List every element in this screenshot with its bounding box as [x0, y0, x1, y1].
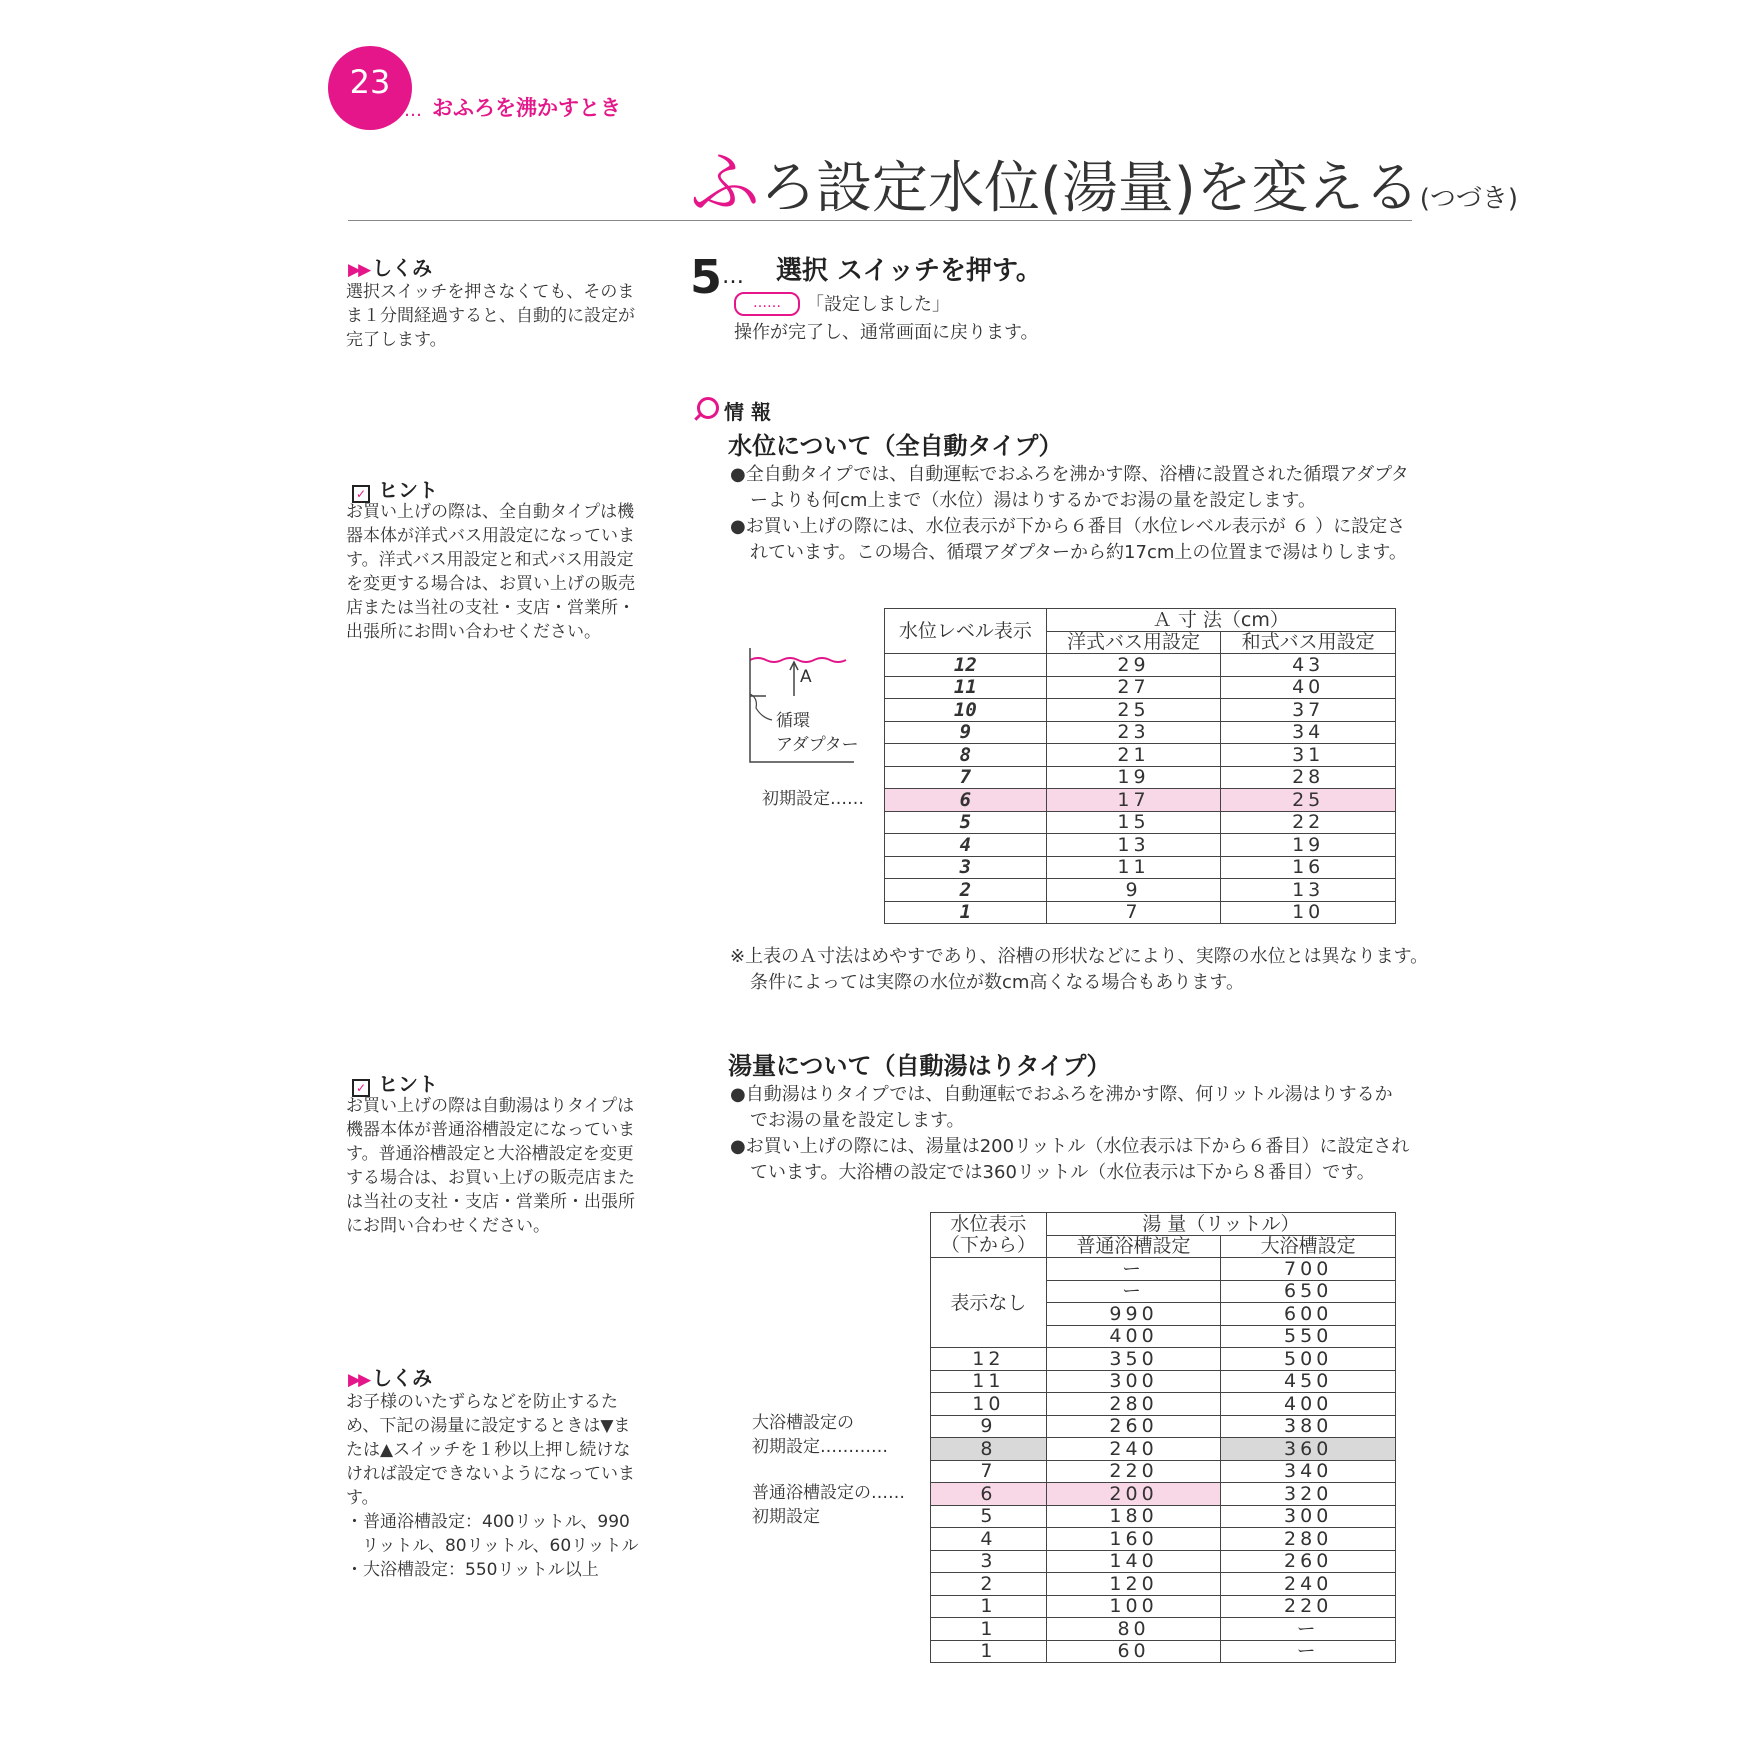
hint-heading-2: ✓ ヒント: [352, 1068, 438, 1097]
volume-bullets: [730, 1082, 1410, 1186]
title-text: ろ設定水位(湯量)を変える: [760, 156, 1420, 221]
voice-message: 「設定しました」: [806, 294, 950, 315]
value-cell: 11: [1046, 856, 1221, 879]
value-cell: ー: [1046, 1258, 1221, 1281]
table-row: [931, 1393, 1396, 1416]
level-cell: 3: [885, 856, 1047, 879]
level-cell: 1: [931, 1618, 1047, 1641]
table-row: [931, 1483, 1396, 1506]
checkbox-icon: ✓: [352, 485, 370, 503]
level-cell: 10: [885, 699, 1047, 722]
table-row: [885, 766, 1396, 789]
section-title: おふろを沸かすとき: [432, 96, 621, 120]
level-cell: 2: [931, 1573, 1047, 1596]
value-cell: 450: [1221, 1370, 1396, 1393]
level-cell: 4: [885, 834, 1047, 857]
level-cell: 8: [931, 1438, 1047, 1461]
table-row: [931, 1595, 1396, 1618]
level-cell: 2: [885, 879, 1047, 902]
table-row: [885, 676, 1396, 699]
table-row: [885, 901, 1396, 924]
step-instruction: 選択 スイッチを押す。: [776, 256, 1042, 286]
step-note: 操作が完了し、通常画面に戻ります。: [734, 322, 1039, 343]
value-cell: 21: [1046, 744, 1221, 767]
level-cell: 8: [885, 744, 1047, 767]
value-cell: 19: [1221, 834, 1396, 857]
level-cell: 9: [931, 1415, 1047, 1438]
value-cell: ー: [1221, 1618, 1396, 1641]
table-row: [931, 1348, 1396, 1371]
value-cell: 400: [1221, 1393, 1396, 1416]
shikumi-heading-1: ▶▶ しくみ: [348, 256, 433, 280]
table-row: [931, 1550, 1396, 1573]
level-cell: 10: [931, 1393, 1047, 1416]
level-cell: 6: [931, 1483, 1047, 1506]
bullet-item: ●お買い上げの際には、水位表示が下から６番目（水位レベル表示が ６ ）に設定されています。この場合、循環アダプターから約17cm上の位置まで湯はりします。: [730, 516, 1407, 563]
table-row: [885, 721, 1396, 744]
table-header: 洋式バス用設定: [1046, 631, 1221, 654]
bullet-item: ●自動湯はりタイプでは、自動運転でおふろを沸かす際、何リットル湯はりするかでお湯の量を設定します。: [730, 1084, 1393, 1131]
level-cell: 7: [885, 766, 1047, 789]
double-arrow-icon: ▶▶: [348, 260, 369, 280]
hint-text-1: お買い上げの際は、全自動タイプは機器本体が洋式バス用設定になっています。洋式バス用設定と和式バス用設定を変更する場合は、お買い上げの販売店または当社の支社・支店・営業所・出張所にお問い合わせください。: [346, 502, 635, 642]
table-header: 水位表示 （下から）: [931, 1213, 1047, 1258]
table-row: [931, 1640, 1396, 1663]
value-cell: 340: [1221, 1460, 1396, 1483]
value-cell: 600: [1221, 1303, 1396, 1326]
table-row: [931, 1415, 1396, 1438]
value-cell: 120: [1046, 1573, 1221, 1596]
value-cell: 220: [1046, 1460, 1221, 1483]
water-level-bullets: [730, 462, 1410, 566]
table-row: [931, 1505, 1396, 1528]
table-row: [931, 1573, 1396, 1596]
volume-title: 湯量について（自動湯はりタイプ）: [728, 1052, 1111, 1080]
table-row: [885, 879, 1396, 902]
level-cell: 3: [931, 1550, 1047, 1573]
shikumi-item: ・普通浴槽設定：400リットル、990リットル、80リットル、60リットル: [346, 1512, 639, 1556]
level-cell: 12: [885, 654, 1047, 677]
shikumi-item: ・大浴槽設定：550リットル以上: [346, 1560, 599, 1580]
header-dots: ………: [366, 100, 423, 121]
table-row: [885, 654, 1396, 677]
value-cell: 23: [1046, 721, 1221, 744]
table-row: [931, 1258, 1396, 1281]
table-row: [885, 856, 1396, 879]
value-cell: 28: [1221, 766, 1396, 789]
value-cell: 80: [1046, 1618, 1221, 1641]
value-cell: 17: [1046, 789, 1221, 812]
value-cell: 43: [1221, 654, 1396, 677]
table-row: [885, 744, 1396, 767]
level-cell: 1: [931, 1640, 1047, 1663]
level-cell: 5: [885, 811, 1047, 834]
water-level-table: [884, 608, 1396, 924]
table-row: [931, 1370, 1396, 1393]
large-tub-label-1: 大浴槽設定の: [752, 1413, 854, 1433]
level-cell: 1: [931, 1595, 1047, 1618]
level-cell: 7: [931, 1460, 1047, 1483]
table-row: [931, 1438, 1396, 1461]
value-cell: 260: [1221, 1550, 1396, 1573]
table-header: Ａ 寸 法（cm）: [1046, 609, 1395, 632]
value-cell: 550: [1221, 1325, 1396, 1348]
volume-table: [930, 1212, 1396, 1663]
checkbox-icon: ✓: [352, 1079, 370, 1097]
value-cell: 990: [1046, 1303, 1221, 1326]
value-cell: 320: [1221, 1483, 1396, 1506]
page-number: 23: [349, 63, 391, 101]
value-cell: 260: [1046, 1415, 1221, 1438]
adapter-label-1: 循環: [776, 711, 810, 731]
value-cell: 37: [1221, 699, 1396, 722]
level-cell: 4: [931, 1528, 1047, 1551]
table-row: [931, 1618, 1396, 1641]
value-cell: 22: [1221, 811, 1396, 834]
value-cell: 700: [1221, 1258, 1396, 1281]
value-cell: 140: [1046, 1550, 1221, 1573]
value-cell: 19: [1046, 766, 1221, 789]
table-row: [885, 789, 1396, 812]
table-header: 普通浴槽設定: [1046, 1235, 1221, 1258]
bullet-item: ●全自動タイプでは、自動運転でおふろを沸かす際、浴槽に設置された循環アダプターよりも何cm上まで（水位）湯はりするかでお湯の量を設定します。: [730, 464, 1409, 511]
level-cell: 11: [931, 1370, 1047, 1393]
title-initial: ふ: [690, 142, 760, 224]
value-cell: 300: [1046, 1370, 1221, 1393]
level-cell: 12: [931, 1348, 1047, 1371]
value-cell: 180: [1046, 1505, 1221, 1528]
level-cell: 1: [885, 901, 1047, 924]
value-cell: 16: [1221, 856, 1396, 879]
level-cell: 9: [885, 721, 1047, 744]
value-cell: 500: [1221, 1348, 1396, 1371]
value-cell: 400: [1046, 1325, 1221, 1348]
value-cell: 300: [1221, 1505, 1396, 1528]
value-cell: 350: [1046, 1348, 1221, 1371]
table-row: [885, 834, 1396, 857]
value-cell: 650: [1221, 1280, 1396, 1303]
value-cell: 360: [1221, 1438, 1396, 1461]
table-row: [931, 1528, 1396, 1551]
value-cell: 240: [1221, 1573, 1396, 1596]
value-cell: 27: [1046, 676, 1221, 699]
value-cell: 10: [1221, 901, 1396, 924]
table-row: [885, 699, 1396, 722]
shikumi-text-2: お子様のいたずらなどを防止するため、下記の湯量に設定するときは▼または▲スイッチを１秒以上押し続けなければ設定できないようになっています。 ・普通浴槽設定：400リットル、990リットル、80リットル、60リットル ・大浴槽設定：550リットル以上: [346, 1390, 642, 1582]
value-cell: 240: [1046, 1438, 1221, 1461]
value-cell: ー: [1046, 1280, 1221, 1303]
value-cell: 29: [1046, 654, 1221, 677]
title-suffix: (つづき): [1419, 184, 1518, 214]
table-note: ※上表のＡ寸法はめやすであり、浴槽の形状などにより、実際の水位とは異なります。条件によっては実際の水位が数cm高くなる場合もあります。: [730, 946, 1429, 993]
magnifier-icon: [697, 397, 719, 419]
bullet-item: ●お買い上げの際には、湯量は200リットル（水位表示は下から６番目）に設定されています。大浴槽の設定では360リットル（水位表示は下から８番目）です。: [730, 1136, 1410, 1183]
value-cell: 15: [1046, 811, 1221, 834]
normal-tub-label-2: 初期設定: [752, 1507, 820, 1527]
table-header: 和式バス用設定: [1221, 631, 1396, 654]
initial-setting-label: 初期設定……: [762, 789, 864, 809]
double-arrow-icon: ▶▶: [348, 1370, 369, 1390]
info-heading: 情 報: [724, 400, 771, 424]
value-cell: 220: [1221, 1595, 1396, 1618]
normal-tub-label-1: 普通浴槽設定の……: [752, 1483, 905, 1503]
value-cell: 13: [1046, 834, 1221, 857]
table-row: [931, 1460, 1396, 1483]
value-cell: 40: [1221, 676, 1396, 699]
adapter-label-2: アダプター: [776, 735, 859, 755]
speech-icon: ……: [734, 292, 800, 316]
value-cell: 60: [1046, 1640, 1221, 1663]
table-header: 大浴槽設定: [1221, 1235, 1396, 1258]
value-cell: 9: [1046, 879, 1221, 902]
value-cell: 380: [1221, 1415, 1396, 1438]
value-cell: 200: [1046, 1483, 1221, 1506]
value-cell: ー: [1221, 1640, 1396, 1663]
table-header: 水位レベル表示: [885, 609, 1047, 654]
level-cell: 5: [931, 1505, 1047, 1528]
a-label: A: [800, 667, 812, 687]
value-cell: 280: [1046, 1393, 1221, 1416]
table-row: [885, 811, 1396, 834]
value-cell: 34: [1221, 721, 1396, 744]
shikumi-text-1: 選択スイッチを押さなくても、そのまま１分間経過すると、自動的に設定が完了します。: [346, 282, 635, 350]
value-cell: 100: [1046, 1595, 1221, 1618]
shikumi-heading-2: ▶▶ しくみ: [348, 1366, 433, 1390]
value-cell: 31: [1221, 744, 1396, 767]
value-cell: 160: [1046, 1528, 1221, 1551]
hint-heading-1: ✓ ヒント: [352, 474, 438, 503]
table-header: 湯 量（リットル）: [1046, 1213, 1395, 1236]
value-cell: 280: [1221, 1528, 1396, 1551]
level-cell: 11: [885, 676, 1047, 699]
no-display-cell: 表示なし: [931, 1258, 1047, 1348]
value-cell: 25: [1046, 699, 1221, 722]
hint-text-2: お買い上げの際は自動湯はりタイプは機器本体が普通浴槽設定になっています。普通浴槽設定と大浴槽設定を変更する場合は、お買い上げの販売店または当社の支社・支店・営業所・出張所にお問い合わせください。: [346, 1096, 635, 1236]
title-divider: [348, 220, 1412, 221]
level-cell: 6: [885, 789, 1047, 812]
water-level-title: 水位について（全自動タイプ）: [728, 432, 1063, 460]
value-cell: 25: [1221, 789, 1396, 812]
large-tub-label-2: 初期設定…………: [752, 1437, 888, 1457]
value-cell: 13: [1221, 879, 1396, 902]
step-number: 5…: [690, 250, 745, 304]
value-cell: 7: [1046, 901, 1221, 924]
